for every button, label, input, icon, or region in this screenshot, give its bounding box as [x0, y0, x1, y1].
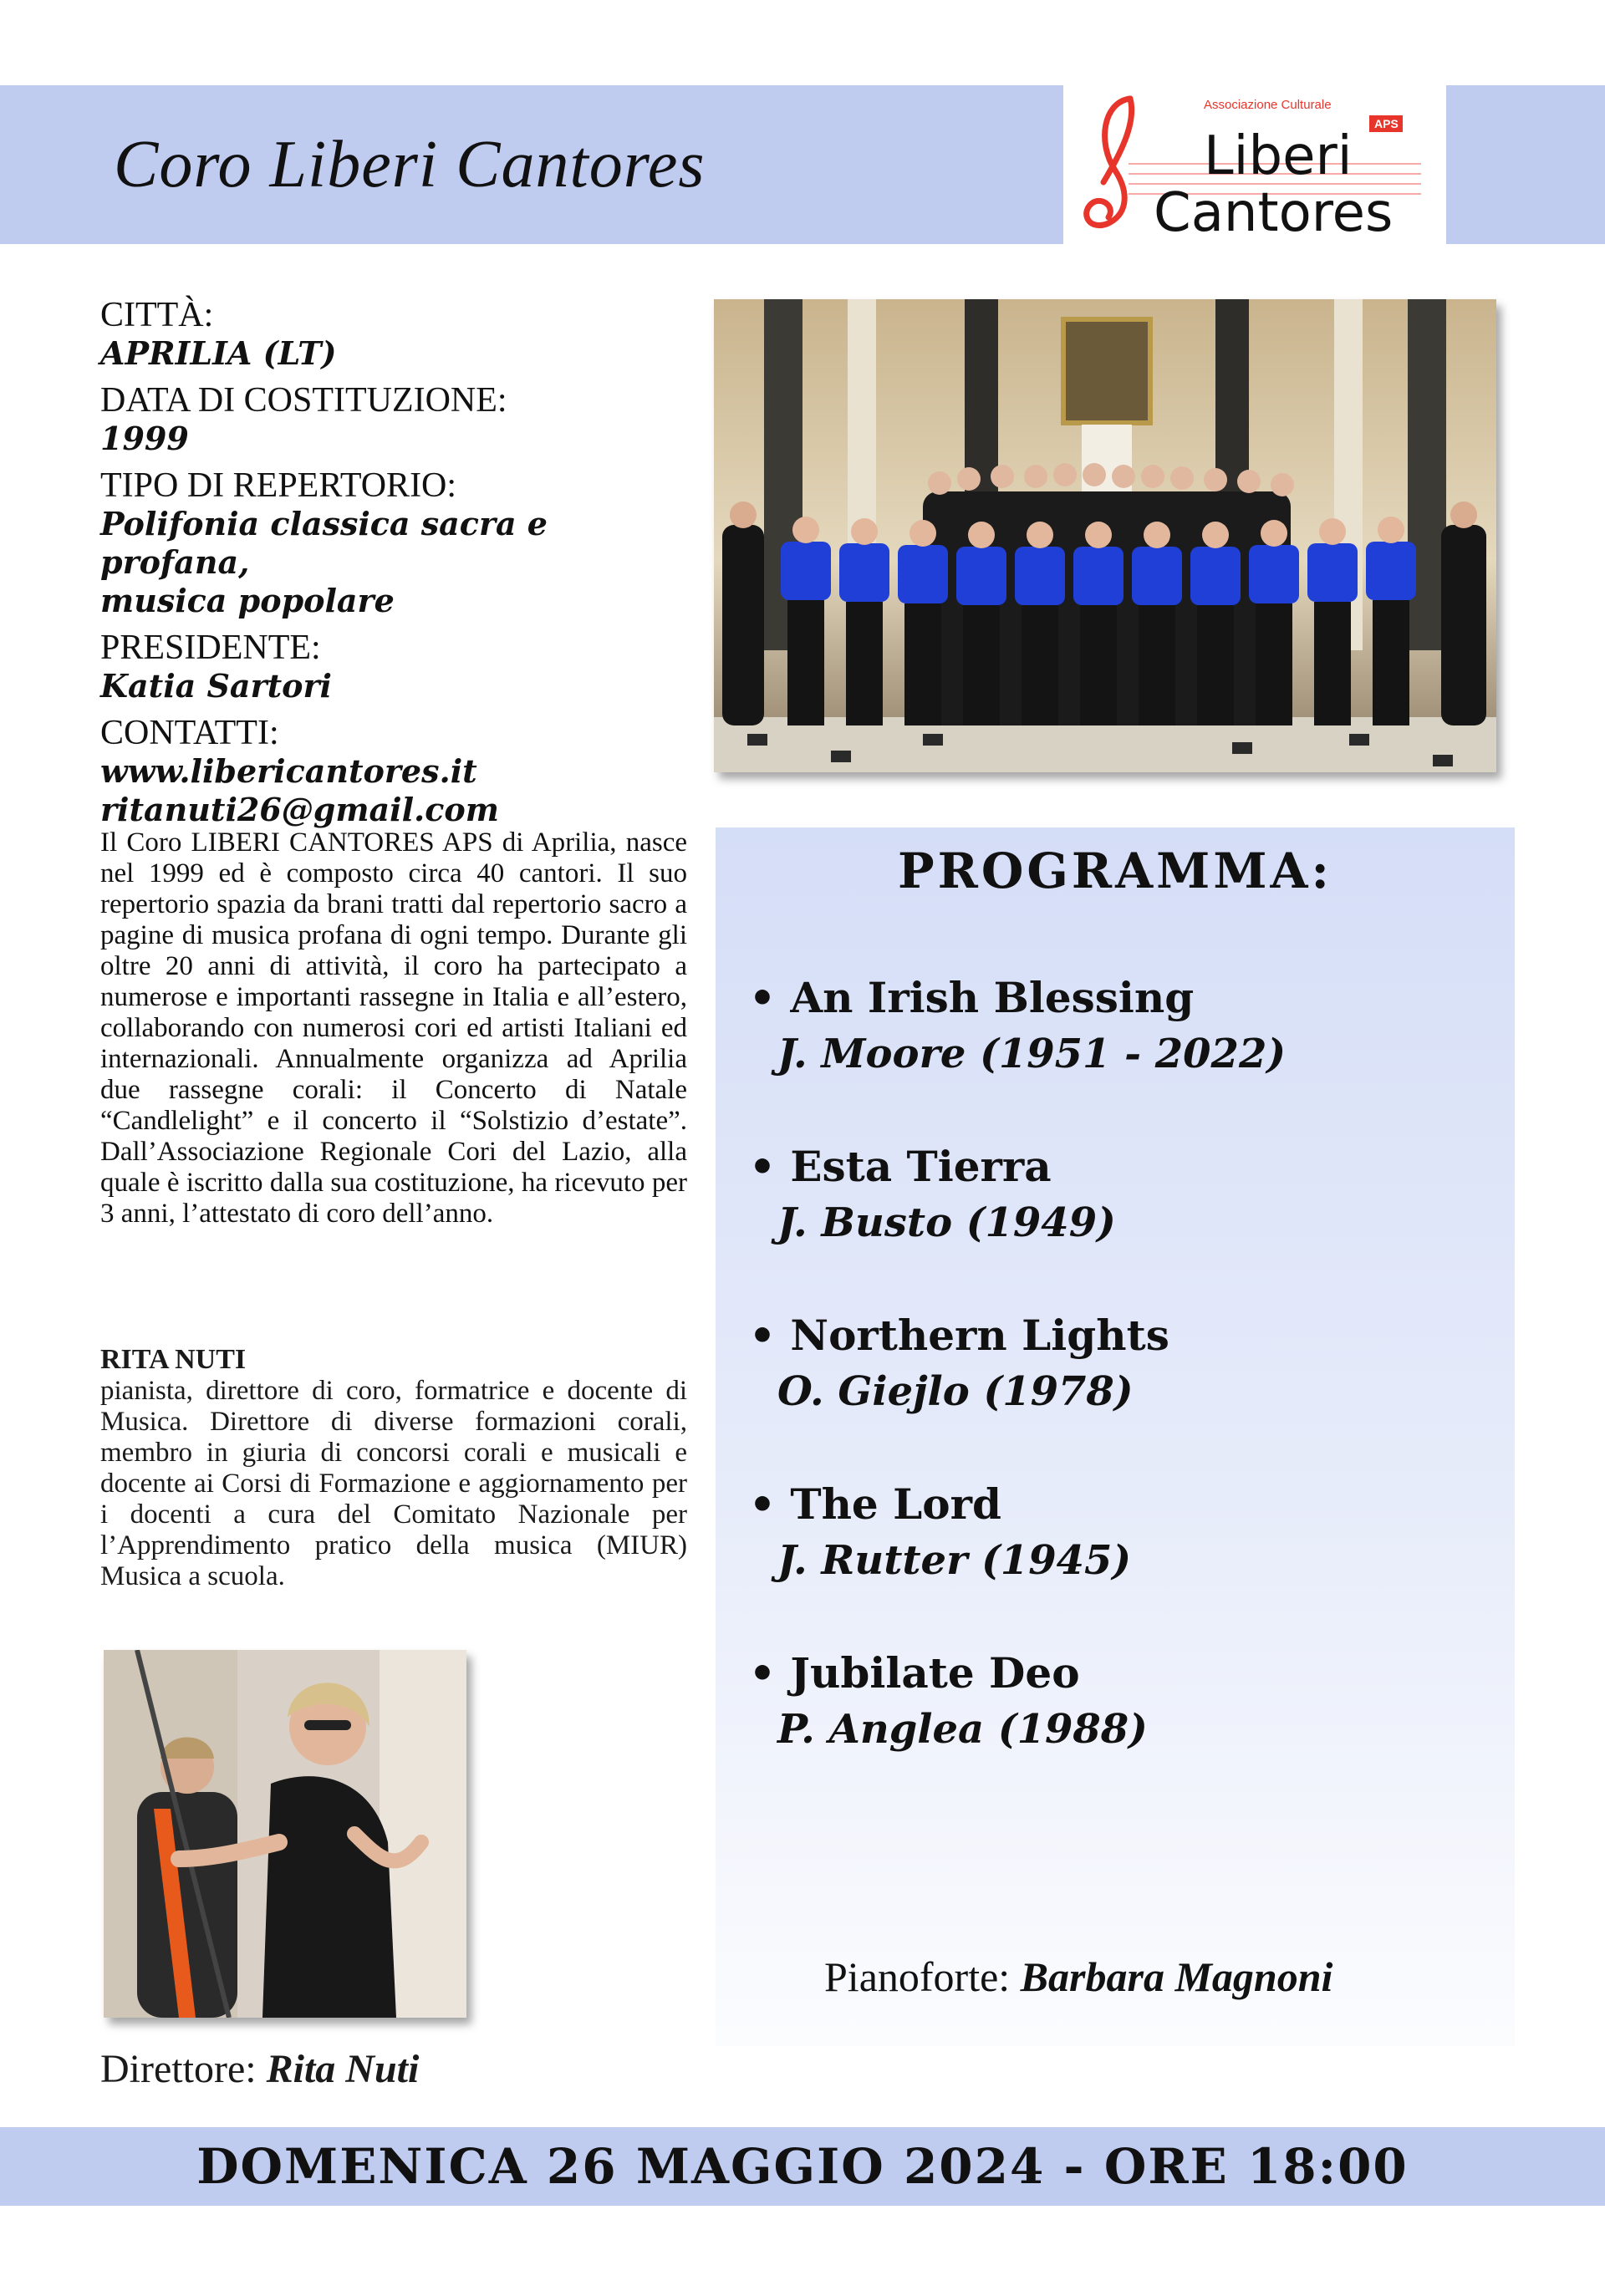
director-bio: pianista, direttore di coro, formatrice e docente di Musica. Direttore di diverse formazioni corali, membro in giuria di concorsi corali e musicali e docente ai Corsi di Formazione e aggiornamento per i docenti a cura del Comitato Nazionale per l’Apprendimento pratico della musica (MIUR) Musica a scuola. — [100, 1376, 687, 1591]
repertoire-label: TIPO DI REPERTORIO: — [100, 466, 457, 505]
repertoire-value-1: Polifonia classica sacra e profana, — [100, 505, 548, 581]
city-label: CITTÀ: — [100, 296, 214, 334]
piece-composer: J. Rutter (1945) — [777, 1537, 1132, 1584]
president-label: PRESIDENTE: — [100, 629, 321, 667]
piece-title: • Esta Tierra — [749, 1138, 1286, 1195]
logo-badge: APS — [1374, 117, 1399, 130]
logo — [1078, 90, 1429, 246]
program-item — [749, 970, 1286, 1138]
director-block — [100, 1344, 687, 1592]
city-value: APRILIA (LT) — [100, 334, 337, 372]
logo-tagline: Associazione Culturale — [1204, 98, 1332, 112]
pianist-credit — [824, 1952, 1332, 2001]
piece-composer: P. Anglea (1988) — [777, 1706, 1148, 1753]
website-link[interactable]: www.libericantores.it — [100, 752, 477, 790]
director-heading: RITA NUTI — [100, 1344, 247, 1375]
piece-title: • The Lord — [749, 1476, 1286, 1533]
director-credit — [100, 2046, 419, 2092]
director-credit-value: Rita Nuti — [266, 2047, 420, 2091]
piece-title: • Northern Lights — [749, 1307, 1286, 1364]
piece-title: • Jubilate Deo — [749, 1645, 1286, 1702]
repertoire-value-2: musica popolare — [100, 582, 395, 619]
logo-word-2: Cantores — [1154, 182, 1394, 244]
program-item — [749, 1307, 1286, 1476]
program-item — [749, 1645, 1286, 1814]
logo-word-1: Liberi — [1204, 125, 1353, 187]
contacts-label: CONTATTI: — [100, 714, 279, 752]
director-photo — [104, 1650, 466, 2018]
info-block — [100, 296, 685, 837]
pianist-label: Pianoforte: — [824, 1953, 1011, 2000]
event-date: DOMENICA 26 MAGGIO 2024 - ORE 18:00 — [196, 2138, 1409, 2195]
choir-photo — [714, 299, 1496, 772]
piece-composer: J. Busto (1949) — [777, 1199, 1116, 1246]
piece-title: • An Irish Blessing — [749, 970, 1286, 1026]
piece-composer: J. Moore (1951 - 2022) — [777, 1031, 1287, 1077]
treble-clef-icon — [1087, 99, 1132, 226]
director-credit-label: Direttore: — [100, 2047, 257, 2091]
program-item — [749, 1138, 1286, 1307]
header-band-right — [1446, 85, 1605, 244]
president-value: Katia Sartori — [100, 667, 332, 705]
program-item — [749, 1476, 1286, 1645]
founded-label: DATA DI COSTITUZIONE: — [100, 381, 507, 420]
program-list — [749, 970, 1286, 1814]
pianist-name: Barbara Magnoni — [1020, 1953, 1333, 2000]
founded-value: 1999 — [100, 420, 189, 457]
page-title: Coro Liberi Cantores — [114, 128, 706, 201]
piece-composer: O. Giejlo (1978) — [777, 1368, 1134, 1415]
email-link[interactable]: ritanuti26@gmail.com — [100, 791, 499, 828]
program-title: PROGRAMMA: — [898, 843, 1332, 899]
choir-bio: Il Coro LIBERI CANTORES APS di Aprilia, nasce nel 1999 ed è composto circa 40 cantori. Il suo repertorio spazia da brani tratti dal repertorio sacro a pagine di musica profana di ogni tempo. Durante gli oltre 20 anni di attività, il coro ha partecipato a numerose e importanti rassegne in Italia e all’estero, collaborando con numerosi cori ed artisti Italiani ed internazionali. Annualmente organizza ad Aprilia due rassegne corali: il Concerto di Natale “Candlelight” e il concerto il “Solstizio d’estate”. Dall’Associazione Regionale Cori del Lazio, alla quale è iscritto dalla sua costituzione, ha ricevuto per 3 anni, l’attestato di coro dell’anno. — [100, 827, 687, 1229]
